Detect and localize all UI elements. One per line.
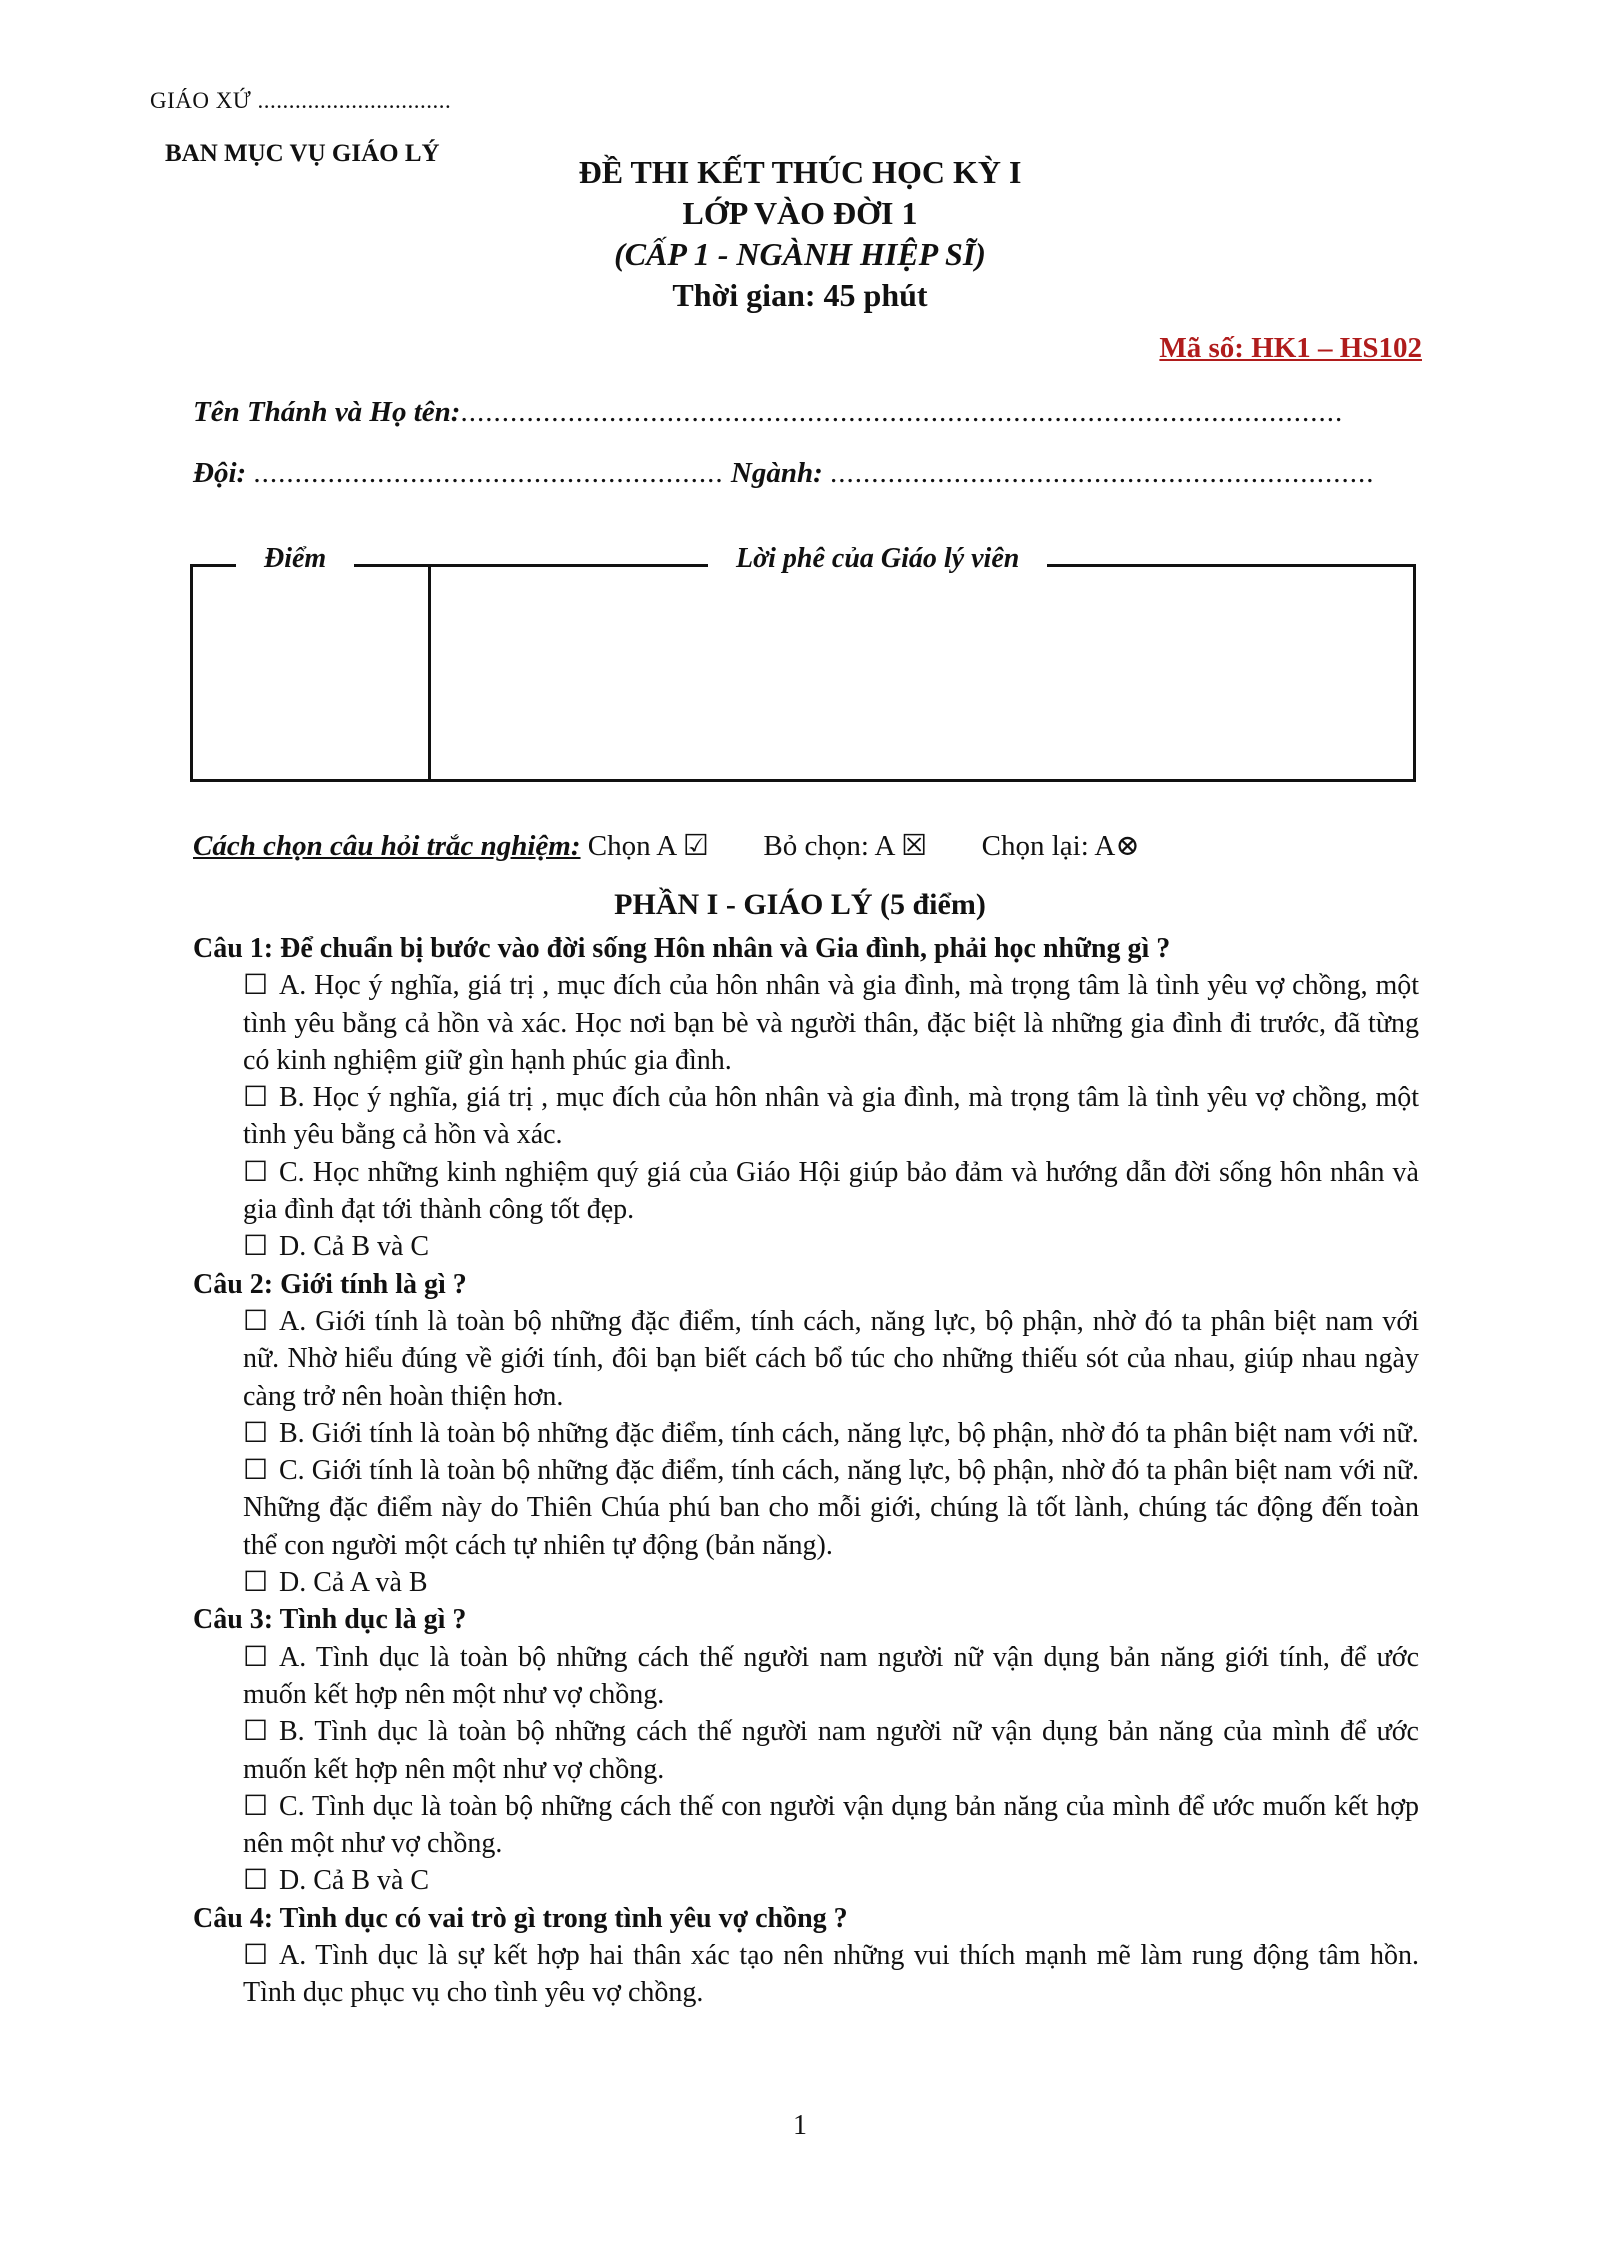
checkbox-icon[interactable]: ☐ xyxy=(243,1156,269,1188)
answer-option[interactable] xyxy=(193,967,1419,1079)
answer-text: C. Tình dục là toàn bộ những cách thế con người vận dụng bản năng của mình để ước muốn kết hợp nên một như vợ chồng. xyxy=(243,1790,1419,1860)
answer-text: B. Giới tính là toàn bộ những đặc điểm, tính cách, năng lực, bộ phận, nhờ đó ta phân biệt nam với nữ. xyxy=(279,1417,1419,1449)
checkbox-icon[interactable]: ☐ xyxy=(243,1417,269,1449)
question-4: Câu 4: Tình dục có vai trò gì trong tình yêu vợ chồng ? xyxy=(193,1902,848,1934)
student-name-field[interactable] xyxy=(193,396,1343,429)
checkbox-icon[interactable]: ☐ xyxy=(243,1865,269,1897)
answer-instructions xyxy=(193,828,1140,863)
score-label: Điểm xyxy=(236,543,354,575)
answer-text: D. Cả B và C xyxy=(279,1865,430,1897)
checkbox-icon[interactable]: ☐ xyxy=(243,1940,269,1972)
question-block xyxy=(193,930,1419,1266)
question-block xyxy=(193,1601,1419,1899)
answer-text: B. Học ý nghĩa, giá trị , mục đích của hôn nhân và gia đình, mà trọng tâm là tình yêu vợ chồng, một tình yêu bằng cả hồn và xác. xyxy=(243,1082,1419,1151)
team-branch-field[interactable] xyxy=(193,457,1375,490)
answer-option[interactable] xyxy=(193,1228,1419,1265)
checkbox-icon[interactable]: ☐ xyxy=(243,1641,269,1673)
answer-option[interactable] xyxy=(193,1713,1419,1788)
answer-text: A. Tình dục là sự kết hợp hai thân xác tạo nên những vui thích mạnh mẽ làm rung động tâm hồn. Tình dục phục vụ cho tình yêu vợ chồng. xyxy=(243,1940,1419,2009)
answer-option[interactable] xyxy=(193,1303,1419,1415)
checkbox-icon[interactable]: ☐ xyxy=(243,970,269,1002)
checkbox-icon[interactable]: ☐ xyxy=(243,1567,269,1599)
grade-box-divider xyxy=(428,564,431,782)
answer-option[interactable] xyxy=(193,1937,1419,2012)
checkbox-icon[interactable]: ☐ xyxy=(243,1231,269,1263)
answer-text: A. Giới tính là toàn bộ những đặc điểm, tính cách, năng lực, bộ phận, nhờ đó ta phân biệt nam với nữ. Nhờ hiểu đúng về giới tính, đôi bạn biết cách bổ túc cho những thiếu sót của nhau, giúp nhau ngày càng trở nên hoàn thiện hơn. xyxy=(243,1305,1419,1412)
page-number: 1 xyxy=(793,2110,807,2141)
exam-title-line2: LỚP VÀO ĐỜI 1 xyxy=(682,195,918,231)
checkbox-icon[interactable]: ☐ xyxy=(243,1790,269,1822)
answer-option[interactable] xyxy=(193,1639,1419,1714)
grade-box xyxy=(190,564,1416,782)
answer-option[interactable] xyxy=(193,1154,1419,1229)
checkbox-icon[interactable]: ☐ xyxy=(243,1455,269,1487)
answer-text: A. Tình dục là toàn bộ những cách thế người nam người nữ vận dụng bản năng giới tính, để ước muốn kết hợp nên một như vợ chồng. xyxy=(243,1641,1419,1710)
answer-text: B. Tình dục là toàn bộ những cách thế người nam người nữ vận dụng bản năng của mình để ước muốn kết hợp nên một như vợ chồng. xyxy=(243,1716,1419,1785)
question-block xyxy=(193,1266,1419,1602)
question-list xyxy=(193,930,1419,2012)
answer-text: D. Cả A và B xyxy=(279,1567,428,1599)
checkbox-icon[interactable]: ☐ xyxy=(243,1716,269,1748)
team-label: Đội: xyxy=(193,457,247,489)
answer-text: D. Cả B và C xyxy=(279,1231,430,1263)
question-3: Câu 3: Tình dục là gì ? xyxy=(193,1604,467,1636)
student-name-dots: ........................................................................................................... xyxy=(460,396,1344,428)
exam-duration: Thời gian: 45 phút xyxy=(672,277,928,313)
team-dots: ......................................................... xyxy=(253,457,724,489)
answer-text: A. Học ý nghĩa, giá trị , mục đích của hôn nhân và gia đình, mà trọng tâm là tình yêu vợ chồng, một tình yêu bằng cả hồn và xác. Học nơi bạn bè và người thân, đặc biệt là những gia đình đi trước, đã từng có kinh nghiệm giữ gìn hạnh phúc gia đình. xyxy=(243,970,1419,1076)
question-block xyxy=(193,1900,1419,2012)
branch-label: Ngành: xyxy=(730,457,823,489)
answer-text: C. Giới tính là toàn bộ những đặc điểm, tính cách, năng lực, bộ phận, nhờ đó ta phân biệt nam với nữ. Những đặc điểm này do Thiên Chúa phú ban cho mỗi giới, chúng là tốt lành, chúng tác động đến toàn thể con người một cách tự nhiên tự động (bản năng). xyxy=(243,1455,1419,1561)
answer-option[interactable] xyxy=(193,1079,1419,1154)
exam-code: Mã số: HK1 – HS102 xyxy=(1159,332,1422,364)
exam-title-line3: (CẤP 1 - NGÀNH HIỆP SĨ) xyxy=(614,236,986,272)
question-1: Câu 1: Để chuẩn bị bước vào đời sống Hôn nhân và Gia đình, phải học những gì ? xyxy=(193,933,1171,964)
checkbox-icon[interactable]: ☐ xyxy=(243,1082,269,1114)
student-name-label: Tên Thánh và Họ tên: xyxy=(193,396,461,428)
answer-text: C. Học những kinh nghiệm quý giá của Giáo Hội giúp bảo đảm và hướng dẫn đời sống hôn nhân và gia đình đạt tới thành công tốt đẹp. xyxy=(243,1156,1419,1226)
teacher-comment-label: Lời phê của Giáo lý viên xyxy=(708,543,1047,575)
answer-option[interactable] xyxy=(193,1452,1419,1564)
board-label: BAN MỤC VỤ GIÁO LÝ xyxy=(165,140,440,167)
checkbox-icon[interactable]: ☐ xyxy=(243,1305,269,1337)
answer-option[interactable] xyxy=(193,1862,1419,1899)
question-2: Câu 2: Giới tính là gì ? xyxy=(193,1268,467,1300)
instruction-rechoose: Chọn lại: A⊗ xyxy=(981,830,1140,862)
instructions-label: Cách chọn câu hỏi trắc nghiệm: xyxy=(193,830,581,862)
instruction-choose: Chọn A ☑ xyxy=(587,830,709,862)
parish-label: GIÁO XỨ ............................... xyxy=(150,88,452,113)
answer-option[interactable] xyxy=(193,1564,1419,1601)
answer-option[interactable] xyxy=(193,1415,1419,1452)
answer-option[interactable] xyxy=(193,1788,1419,1863)
branch-dots: .................................................................. xyxy=(830,457,1375,489)
exam-title xyxy=(0,152,1600,316)
section-title: PHẦN I - GIÁO LÝ (5 điểm) xyxy=(614,888,986,921)
instruction-unchoose: Bỏ chọn: A ☒ xyxy=(763,830,928,862)
exam-title-line1: ĐỀ THI KẾT THÚC HỌC KỲ I xyxy=(578,154,1022,190)
